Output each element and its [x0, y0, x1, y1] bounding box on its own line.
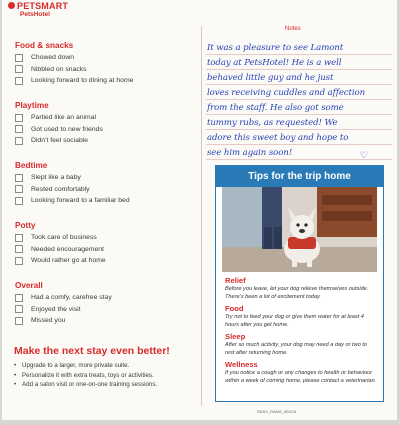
tips-list [225, 276, 377, 388]
report-card [2, 0, 397, 420]
section-playtime [15, 100, 103, 147]
checklist-item[interactable]: Nibbled on snacks [15, 64, 133, 76]
checkbox[interactable] [15, 125, 23, 133]
promo-bullet: • Add a salon visit or one-on-one training sessions. [14, 381, 158, 388]
promo-bullet: • Personalize it with extra treats, toys or activities. [14, 371, 154, 379]
tip-relief: Relief Before you leave, let your dog relieve themselves outside. There’s been a lot of excitement today. [225, 276, 369, 300]
section-food [15, 40, 133, 87]
bullet-icon: • [14, 371, 17, 379]
heart-icon: ♡ [360, 150, 369, 160]
checklist-item[interactable]: Partied like an animal [15, 112, 103, 124]
checklist-item[interactable]: Looking forward to dining at home [15, 75, 133, 87]
checklist-item[interactable]: Enjoyed the visit [15, 304, 112, 316]
note-line: behaved little guy and he just [206, 70, 392, 85]
petsmart-logo [8, 1, 69, 22]
checkbox[interactable] [15, 245, 23, 253]
checklist-item[interactable]: Rested comfortably [15, 184, 130, 196]
checklist-item[interactable]: Needed encouragement [15, 244, 106, 256]
note-line: see him again soon! [206, 145, 392, 160]
section-title: Overall [15, 281, 43, 290]
section-overall [15, 280, 112, 327]
checkbox[interactable] [15, 294, 23, 302]
dog-photo-illustration [222, 187, 377, 272]
tip-food: Food Try not to feed your dog or give them water for at least 4 hours after you get home. [225, 304, 364, 328]
footer-code: SDSV_RAMS_000CA [257, 409, 297, 414]
center-divider [201, 26, 202, 406]
paw-icon [8, 2, 15, 9]
checkbox[interactable] [15, 257, 23, 265]
note-line: tummy rubs, as requested! We [206, 115, 392, 130]
tips-panel [215, 165, 384, 402]
checklist-item[interactable]: Looking forward to a familiar bed [15, 195, 130, 207]
checkbox[interactable] [15, 114, 23, 122]
note-line: adore this sweet boy and hope to [206, 130, 392, 145]
checkbox[interactable] [15, 317, 23, 325]
tips-title: Tips for the trip home [216, 166, 383, 187]
checkbox[interactable] [15, 197, 23, 205]
checklist-item[interactable]: Didn’t feel sociable [15, 135, 103, 147]
section-title: Playtime [15, 101, 49, 110]
brand-name: PETSMART [17, 1, 69, 11]
checklist-item[interactable]: Had a comfy, carefree stay [15, 292, 112, 304]
checkbox[interactable] [15, 65, 23, 73]
checkbox[interactable] [15, 54, 23, 62]
checkbox[interactable] [15, 174, 23, 182]
note-line: from the staff. He also got some [206, 100, 392, 115]
bullet-icon: • [14, 381, 17, 388]
checklist-item[interactable]: Got used to new friends [15, 124, 103, 136]
section-title: Food & snacks [15, 41, 74, 50]
checkbox[interactable] [15, 305, 23, 313]
section-title: Potty [15, 221, 36, 230]
note-line: loves receiving cuddles and affection [206, 85, 392, 100]
checklist-item[interactable]: Would rather go at home [15, 255, 106, 267]
checklist-item[interactable]: Missed you [15, 315, 112, 327]
section-bedtime [15, 160, 130, 207]
note-line: It was a pleasure to see Lamont [206, 40, 392, 55]
dog-photo [222, 187, 377, 272]
checkbox[interactable] [15, 137, 23, 145]
section-title: Bedtime [15, 161, 48, 170]
promo-title: Make the next stay even better! [14, 345, 170, 357]
note-line: today at PetsHotel! He is a well [206, 55, 392, 70]
checklist-item[interactable]: Chowed down [15, 52, 133, 64]
checklist-item[interactable]: Took care of business [15, 232, 106, 244]
promo-list [14, 361, 199, 390]
notes-label: Notes [285, 26, 301, 32]
promo-bullet: • Upgrade to a larger, more private suite. [14, 362, 130, 369]
tip-wellness: Wellness If you notice a cough or any changes to health or behaviour within a week of coming home, please contact a veterinarian. [225, 360, 377, 384]
checkbox[interactable] [15, 185, 23, 193]
checkbox[interactable] [15, 234, 23, 242]
bullet-icon: • [14, 362, 17, 369]
brand-sub: PetsHotel [20, 11, 50, 18]
promo-section [14, 345, 199, 390]
section-potty [15, 220, 106, 267]
checkbox[interactable] [15, 77, 23, 85]
tip-sleep: Sleep After so much activity, your dog may need a day or two to rest after returning home. [225, 332, 367, 356]
checklist-item[interactable]: Slept like a baby [15, 172, 130, 184]
